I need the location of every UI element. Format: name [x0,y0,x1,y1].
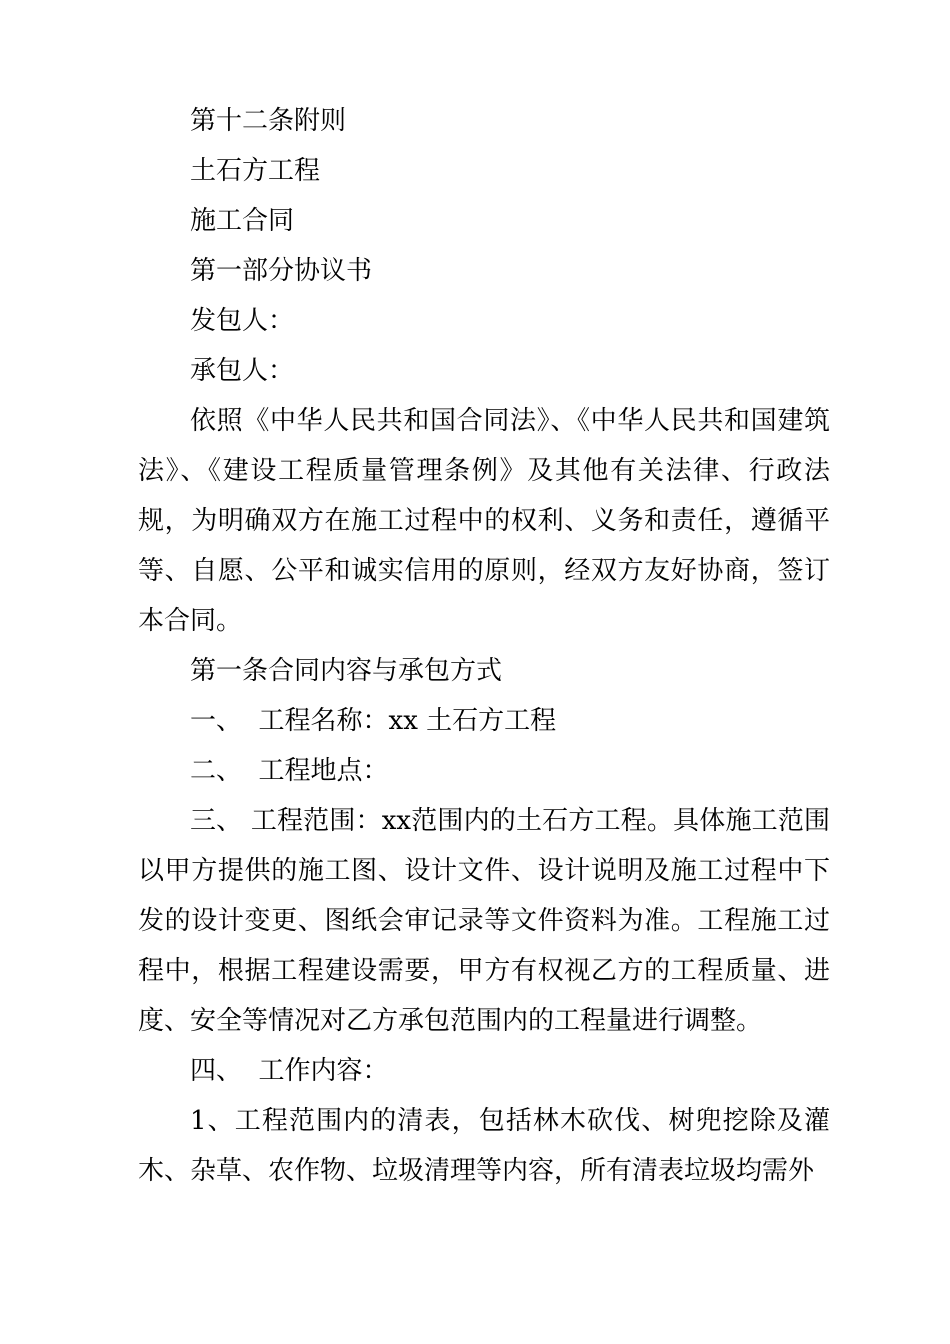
contractor-line: 承包人： [190,356,295,386]
document-body [138,96,830,1196]
project-scope-item: 三、 工程范围：xx范围内的土石方工程。具体施工范围以甲方提供的施工图、设计文件、设计说明及施工过程中下发的设计变更、图纸会审记录等文件资料为准。工程施工过程中，根据工程建设需要，甲方有权视乙方的工程质量、进度、安全等情况对乙方承包范围内的工程量进行调整。 [138,806,830,1036]
preamble-paragraph: 依照《中华人民共和国合同法》、《中华人民共和国建筑法》、《建设工程质量管理条例》及其他有关法律、行政法规，为明确双方在施工过程中的权利、义务和责任，遵循平等、自愿、公平和诚实信用的原则，经双方友好协商，签订本合同。 [138,406,830,636]
work-content-item: 四、 工作内容： [190,1056,389,1086]
project-name-item: 一、 工程名称：xx 土石方工程 [190,706,557,736]
article-heading: 第十二条附则 [190,106,347,136]
document-title: 土石方工程 [190,156,321,186]
project-location-item: 二、 工程地点： [190,756,389,786]
employer-line: 发包人： [190,306,295,336]
article-one-heading: 第一条合同内容与承包方式 [190,656,503,686]
document-subtitle: 施工合同 [190,206,295,236]
part-heading: 第一部分协议书 [190,256,373,286]
work-content-point-1: 1、工程范围内的清表，包括林木砍伐、树兜挖除及灌木、杂草、农作物、垃圾清理等内容，所有清表垃圾均需外 [138,1106,830,1186]
